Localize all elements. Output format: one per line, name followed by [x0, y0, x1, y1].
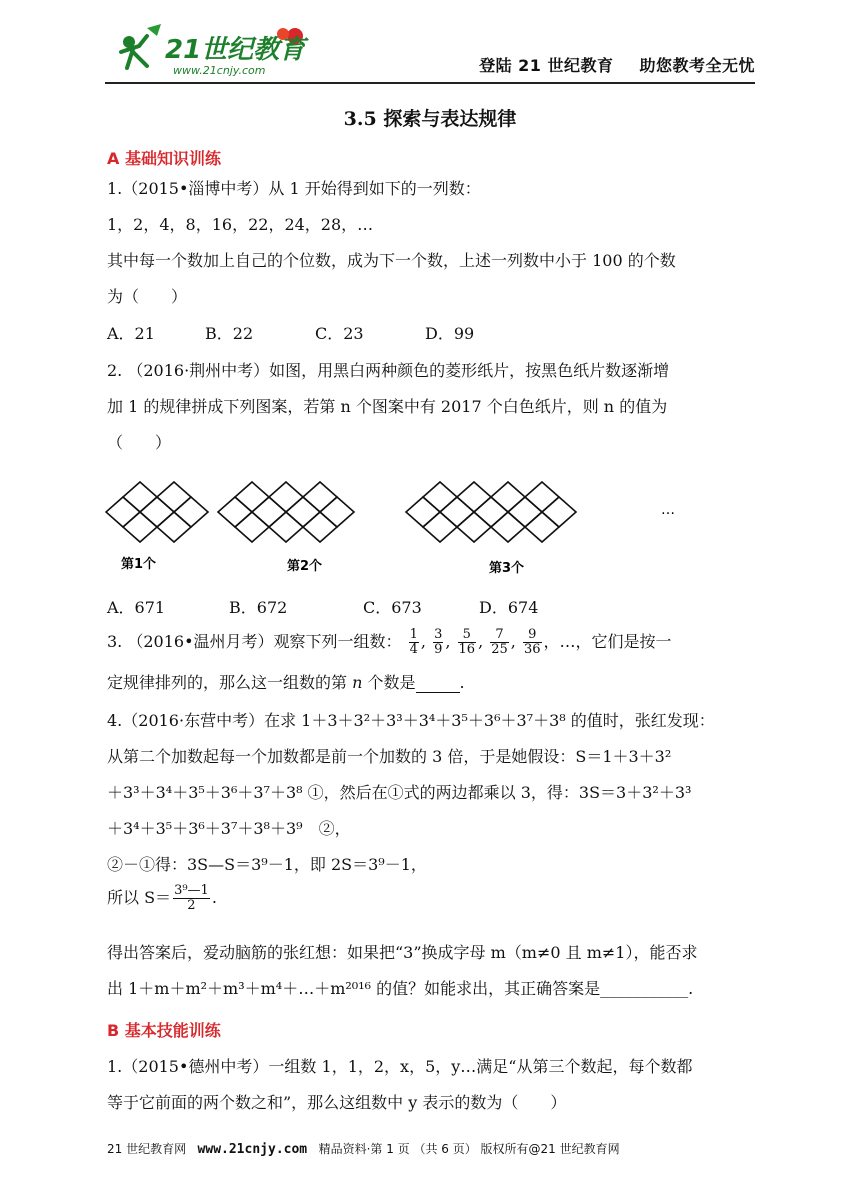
q3-line-2: 定规律排列的，那么这一组数的第 n 个数是 . — [107, 673, 465, 692]
q4-line-6: 所以 S＝ $\frac{\text{3⁹—1}}{2}$ . — [107, 883, 217, 913]
q1-option-a[interactable]: A．21 — [107, 324, 155, 343]
rhombus-shape — [457, 512, 491, 542]
rhombus-shape — [423, 482, 457, 512]
rhombus-shape — [269, 512, 303, 542]
q2-option-d[interactable]: D．674 — [479, 598, 539, 617]
q4-line-4: ＋3⁴＋3⁵＋3⁶＋3⁷＋3⁸＋3⁹ ②， — [107, 819, 351, 838]
q3-fraction-2: $\frac{3}{9}$ — [434, 627, 443, 657]
rhombus-shape — [525, 512, 559, 542]
rhombus-shape — [525, 482, 559, 512]
q3-tail: ，…，它们是按一 — [543, 632, 672, 651]
rhombus-shape — [123, 512, 157, 542]
section-b-heading: B 基本技能训练 — [107, 1021, 221, 1040]
rhombus-shape — [140, 497, 174, 527]
figure-ellipsis: … — [661, 502, 675, 518]
q1-option-c[interactable]: C．23 — [315, 324, 364, 343]
figure-label-3: 第3个 — [489, 561, 525, 576]
rhombus-shape — [423, 512, 457, 542]
rhombus-shape — [218, 497, 252, 527]
q1-text-1: 其中每一个数加上自己的个位数，成为下一个数，上述一列数中小于 100 的个数 — [107, 251, 676, 270]
q4-line-1: 4.（2016·东营中考）在求 1＋3＋3²＋3³＋3⁴＋3⁵＋3⁶＋3⁷＋3⁸ 的值时，张红发现： — [107, 711, 715, 730]
page-footer — [107, 1140, 620, 1157]
header-slogan — [453, 53, 755, 76]
rhombus-shape — [457, 482, 491, 512]
q3-answer-blank[interactable] — [416, 673, 460, 693]
rhombus-shape — [286, 497, 320, 527]
q2-option-b[interactable]: B．672 — [229, 598, 288, 617]
logo-21cnjy — [113, 22, 313, 80]
q2-line-2: 加 1 的规律拼成下列图案，若第 n 个图案中有 2017 个白色纸片，则 n 的值为 — [107, 397, 668, 416]
rhombus-shape — [320, 497, 354, 527]
q2-option-a[interactable]: A．671 — [107, 598, 166, 617]
q4-fraction: $\frac{\text{3⁹—1}}{2}$ — [174, 883, 209, 913]
rhombus-pattern-figure — [105, 470, 705, 590]
footer-left: 21 世纪教育网 — [107, 1142, 187, 1156]
rhombus-shape — [269, 482, 303, 512]
q1-option-d[interactable]: D．99 — [425, 324, 475, 343]
q1-option-b[interactable]: B．22 — [205, 324, 254, 343]
rhombus-shape — [303, 512, 337, 542]
q2-options — [107, 595, 538, 618]
figure-label-1: 第1个 — [121, 557, 157, 572]
q3-fraction-4: $\frac{7}{25}$ — [491, 627, 508, 657]
logo-url: www.21cnjy.com — [173, 64, 266, 77]
rhombus-shape — [157, 512, 191, 542]
q3-line-1: 3. （2016•温州月考）观察下列一组数： $\frac{1}{4}$ , $\frac{3}{9}$ , $\frac{5}{16}$ , $\frac{7}{25}$ , $\frac{9}{36}$ ，…，它们是按一 — [107, 627, 672, 657]
slogan-helper: 助您教考全无忧 — [639, 56, 755, 75]
q2-option-c[interactable]: C．673 — [363, 598, 422, 617]
q1-sequence: 1，2，4，8，16，22，24，28，… — [107, 215, 374, 234]
q4-line-3: ＋3³＋3⁴＋3⁵＋3⁶＋3⁷＋3⁸ ①，然后在①式的两边都乘以 3，得：3S＝3＋3²＋3³ — [107, 783, 692, 802]
rhombus-shape — [303, 482, 337, 512]
q3-lead: 3. （2016•温州月考）观察下列一组数： — [107, 632, 402, 651]
q1-stem: 1.（2015•淄博中考）从 1 开始得到如下的一列数： — [107, 179, 481, 198]
rhombus-shape — [235, 482, 269, 512]
qb1-line-2: 等于它前面的两个数之和”，那么这组数中 y 表示的数为（ ） — [107, 1093, 567, 1112]
rhombus-shape — [406, 497, 440, 527]
rhombus-shape — [491, 512, 525, 542]
q3-fraction-3: $\frac{5}{16}$ — [458, 627, 476, 657]
footer-right: 精品资料·第 1 页 （共 6 页） 版权所有@21 世纪教育网 — [318, 1142, 620, 1156]
rhombus-shape — [106, 497, 140, 527]
q1-options — [107, 321, 474, 344]
q4-line-7: 得出答案后，爱动脑筋的张红想：如果把“3”换成字母 m（m≠0 且 m≠1），能否求 — [107, 943, 698, 962]
rhombus-shape — [440, 497, 474, 527]
q3-fraction-5: $\frac{9}{36}$ — [523, 627, 541, 657]
slogan-login: 登陆 21 世纪教育 — [479, 56, 614, 75]
footer-site-link[interactable]: www.21cnjy.com — [197, 1142, 308, 1157]
q4-line-5: ②－①得：3S—S＝3⁹－1，即 2S＝3⁹－1， — [107, 855, 427, 874]
rhombus-shape — [508, 497, 542, 527]
page-title: 3.5 探索与表达规律 — [343, 108, 517, 130]
q4-line-8: 出 1＋m＋m²＋m³＋m⁴＋…＋m²⁰¹⁶ 的值？如能求出，其正确答案是___________. — [107, 979, 694, 998]
page-header — [105, 18, 755, 84]
q4-line-2: 从第二个加数起每一个加数都是前一个加数的 3 倍，于是她假设：S＝1＋3＋3² — [107, 747, 672, 766]
logo-wordmark: 21世纪教育 — [165, 35, 306, 65]
q1-text-2: 为（ ） — [107, 287, 188, 306]
rhombus-shape — [235, 512, 269, 542]
rhombus-shape — [252, 497, 286, 527]
rhombus-shape — [174, 497, 208, 527]
rhombus-shape — [542, 497, 576, 527]
rhombus-shape — [157, 482, 191, 512]
section-a-heading: A 基础知识训练 — [107, 149, 221, 168]
q2-line-3: （ ） — [107, 433, 172, 452]
rhombus-shape — [491, 482, 525, 512]
qb1-line-1: 1.（2015•德州中考）一组数 1，1，2，x，5，y…满足“从第三个数起，每个数都 — [107, 1057, 693, 1076]
q3-fraction-1: $\frac{1}{4}$ — [409, 627, 418, 657]
q2-line-1: 2. （2016·荆州中考）如图，用黑白两种颜色的菱形纸片，按黑色纸片数逐渐增 — [107, 361, 670, 380]
rhombus-shape — [474, 497, 508, 527]
figure-label-2: 第2个 — [287, 559, 323, 574]
rhombus-shape — [123, 482, 157, 512]
